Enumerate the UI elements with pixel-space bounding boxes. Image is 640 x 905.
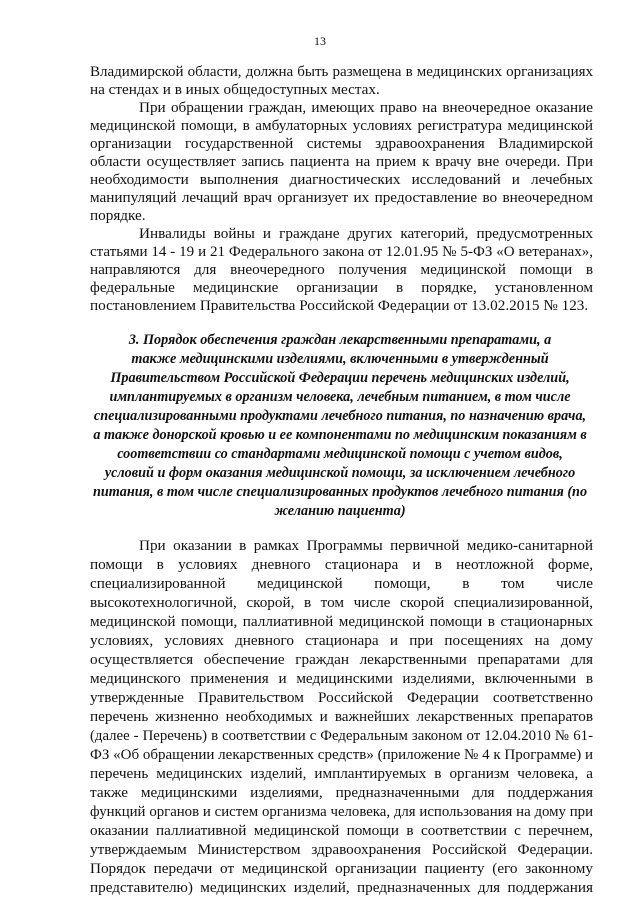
text-line: федеральные медицинские организации в порядке, установленном <box>90 279 593 296</box>
text-line: организации государственной системы здравоохранения Владимирской <box>90 135 593 152</box>
text-line: утвержденные Правительством Российской Федерации соответственно <box>90 689 593 706</box>
section-heading-line: соответствии со стандартами медицинской помощи с учетом видов, <box>117 446 563 462</box>
section-heading-line: желанию пациента) <box>274 503 406 519</box>
text-line: Инвалиды войны и граждане других категорий, предусмотренных <box>139 225 593 242</box>
text-line: Порядок передачи от медицинской организации пациенту (его законному <box>90 860 593 877</box>
text-line: функций органов и систем организма человека, для использования на дому при <box>90 804 593 820</box>
text-line: При оказании в рамках Программы первичной медико-санитарной <box>139 537 593 554</box>
section-heading-line: а также донорской кровью и ее компонентами по медицинским показаниям в <box>93 427 587 443</box>
text-line: осуществляется обеспечение граждан лекарственными препаратами для <box>90 651 593 668</box>
text-line: медицинского применения и медицинскими изделиями, включенными в <box>90 670 593 687</box>
text-line: манипуляций лечащий врач организует их предоставление во внеочередном <box>90 189 593 206</box>
text-line: оказании паллиативной медицинской помощи в соответствии с перечнем, <box>90 822 593 839</box>
text-line: направляются для внеочередного получения медицинской помощи в <box>90 261 593 278</box>
section-heading-line: условий и форм оказания медицинской помощи, за исключением лечебного <box>104 465 576 481</box>
text-line: постановлением Правительства Российской Федерации от 13.02.2015 № 123. <box>90 297 589 314</box>
text-line: высокотехнологичной, скорой, в том числе скорой специализированной, <box>90 594 593 611</box>
text-line: также медицинскими изделиями, предназначенными для поддержания <box>90 784 593 801</box>
text-line: порядке. <box>90 207 146 224</box>
text-line: медицинской помощи, в амбулаторных условиях регистратура медицинской <box>90 117 593 134</box>
text-line: утверждаемым Министерством здравоохранения Российской Федерации. <box>90 841 593 858</box>
section-heading-line: Правительством Российской Федерации перечень медицинских изделий, <box>110 370 570 386</box>
text-line: (далее - Перечень) в соответствии с Федеральным законом от 12.04.2010 № 61- <box>90 728 593 744</box>
text-line: необходимости выполнения диагностических исследований и лечебных <box>90 171 593 188</box>
text-line: на стендах и в иных общедоступных местах. <box>90 81 380 98</box>
text-line: ФЗ «Об обращении лекарственных средств» (приложение № 4 к Программе) и <box>90 747 593 763</box>
text-line: условиях, условиях дневного стационара и при посещениях на дому <box>90 632 593 649</box>
text-line: области осуществляет запись пациента на прием к врачу вне очереди. При <box>90 153 593 170</box>
text-line: перечень жизненно необходимых и важнейших лекарственных препаратов <box>90 708 593 725</box>
section-heading-line: питания, в том числе специализированных продуктов лечебного питания (по <box>92 484 588 500</box>
text-line: представителю) медицинских изделий, предназначенных для поддержания <box>90 879 593 896</box>
section-heading-line: имплантируемых в организм человека, лечебным питанием, в том числе <box>109 389 571 405</box>
text-line: медицинской помощи, паллиативной медицинской помощи в стационарных <box>90 613 593 630</box>
text-line: При обращении граждан, имеющих право на внеочередное оказание <box>139 99 593 116</box>
text-line: перечень медицинских изделий, имплантируемых в организм человека, а <box>90 765 593 782</box>
text-line: помощи в условиях дневного стационара и в неотложной форме, <box>90 556 593 573</box>
section-heading-line: специализированными продуктами лечебного питания, по назначению врача, <box>93 408 587 424</box>
text-line: специализированной медицинской помощи, в том числе <box>90 575 593 592</box>
section-heading-line: 3. Порядок обеспечения граждан лекарственными препаратами, а <box>128 332 552 348</box>
section-heading-line: также медицинскими изделиями, включенными в утвержденный <box>131 351 549 367</box>
text-line: Владимирской области, должна быть размещена в медицинских организациях <box>90 64 593 80</box>
text-line: статьями 14 - 19 и 21 Федерального закона от 12.01.95 № 5-ФЗ «О ветеранах», <box>90 244 593 260</box>
page-number: 13 <box>314 34 326 48</box>
